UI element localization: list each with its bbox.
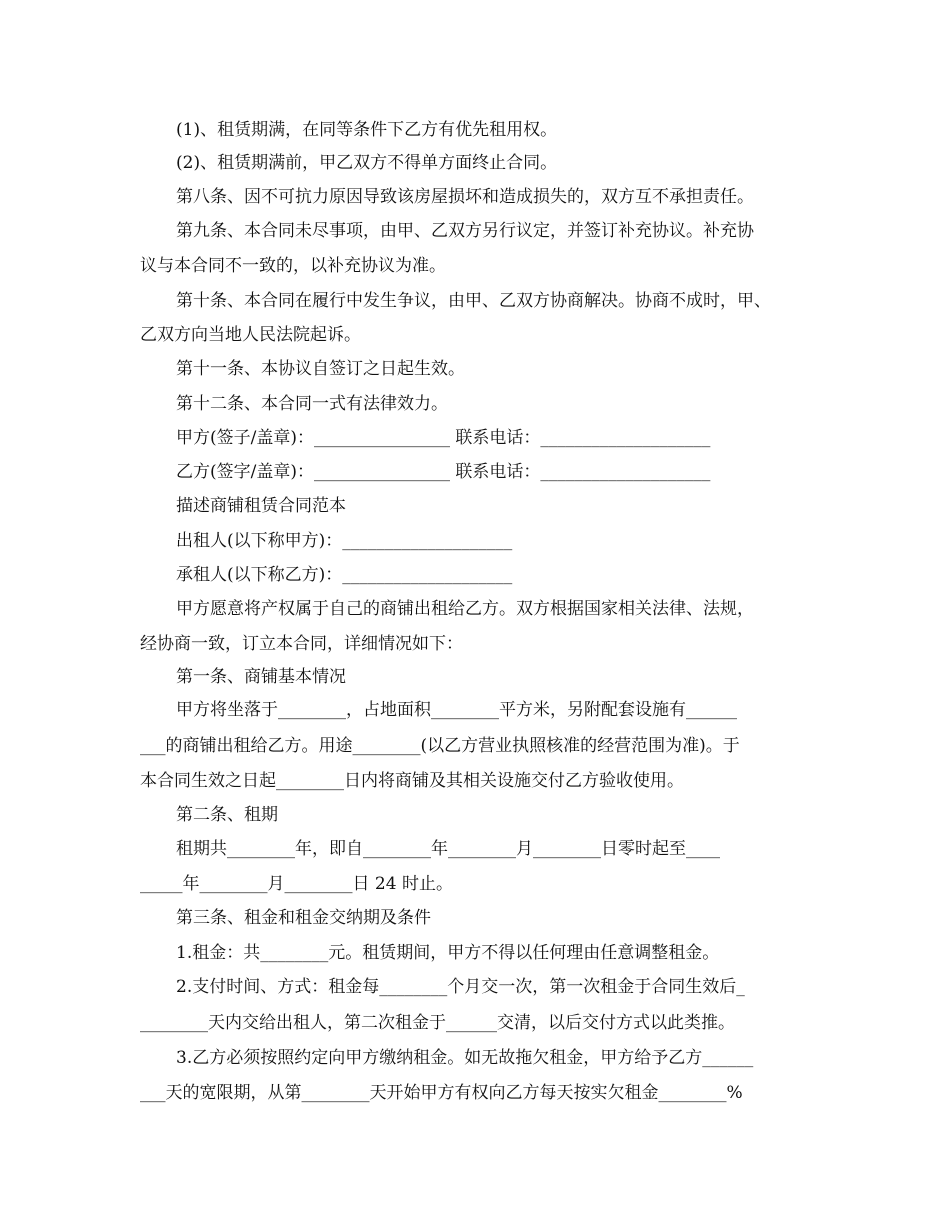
payment-terms: 2.支付时间、方式：租金每________个月交一次，第一次租金于合同生效后_ [176,977,745,997]
clause-text: (2)、租赁期满前，甲乙双方不得单方面终止合同。 [176,153,558,173]
lessee-field: 承租人(以下称乙方)：____________________ [176,565,513,585]
clause-article-8: 第八条、因不可抗力原因导致该房屋损坏和造成损失的，双方互不承担责任。 [176,187,754,207]
article-2-text-cont: _____年________月________日 24 时止。 [140,874,453,894]
article-1-title: 第一条、商铺基本情况 [176,667,346,687]
preamble-text: 甲方愿意将产权属于自己的商铺出租给乙方。双方根据国家相关法律、法规， [176,599,754,619]
clause-article-9: 第九条、本合同未尽事项，由甲、乙双方另行议定，并签订补充协议。补充协 [176,221,754,241]
signature-party-b: 乙方(签字/盖章)：________________ 联系电话：____________________ [176,462,711,482]
clause-article-10: 第十条、本合同在履行中发生争议，由甲、乙双方协商解决。协商不成时，甲、 [176,291,771,311]
clause-article-10-cont: 乙双方向当地人民法院起诉。 [140,325,361,345]
article-1-text-cont: ___的商铺出租给乙方。用途________(以乙方营业执照核准的经营范围为准)。于 [140,736,740,756]
section-title: 描述商铺租赁合同范本 [176,496,346,516]
late-payment-terms: 3.乙方必须按照约定向甲方缴纳租金。如无故拖欠租金，甲方给予乙方______ [176,1048,754,1068]
clause-article-11: 第十一条、本协议自签订之日起生效。 [176,359,465,379]
payment-terms-cont: ________天内交给出租人，第二次租金于______交清，以后交付方式以此类推。 [140,1013,735,1033]
clause-article-12: 第十二条、本合同一式有法律效力。 [176,394,448,414]
lessor-field: 出租人(以下称甲方)：____________________ [176,531,513,551]
rent-amount: 1.租金：共________元。租赁期间，甲方不得以任何理由任意调整租金。 [176,943,720,963]
signature-party-a: 甲方(签子/盖章)：________________ 联系电话：____________________ [176,428,711,448]
preamble-text-cont: 经协商一致，订立本合同，详细情况如下： [140,634,463,654]
article-1-text-cont: 本合同生效之日起________日内将商铺及其相关设施交付乙方验收使用。 [140,771,684,791]
article-2-title: 第二条、租期 [176,805,278,825]
clause-text: (1)、租赁期满，在同等条件下乙方有优先租用权。 [176,120,558,140]
article-1-text: 甲方将坐落于________，占地面积________平方米，另附配套设施有______ [176,700,737,720]
late-payment-terms-cont: ___天的宽限期，从第________天开始甲方有权向乙方每天按实欠租金________% [140,1083,743,1103]
article-2-text: 租期共________年，即自________年________月________日零时起至____ [176,839,720,859]
clause-article-9-cont: 议与本合同不一致的，以补充协议为准。 [140,256,446,276]
article-3-title: 第三条、租金和租金交纳期及条件 [176,908,431,928]
